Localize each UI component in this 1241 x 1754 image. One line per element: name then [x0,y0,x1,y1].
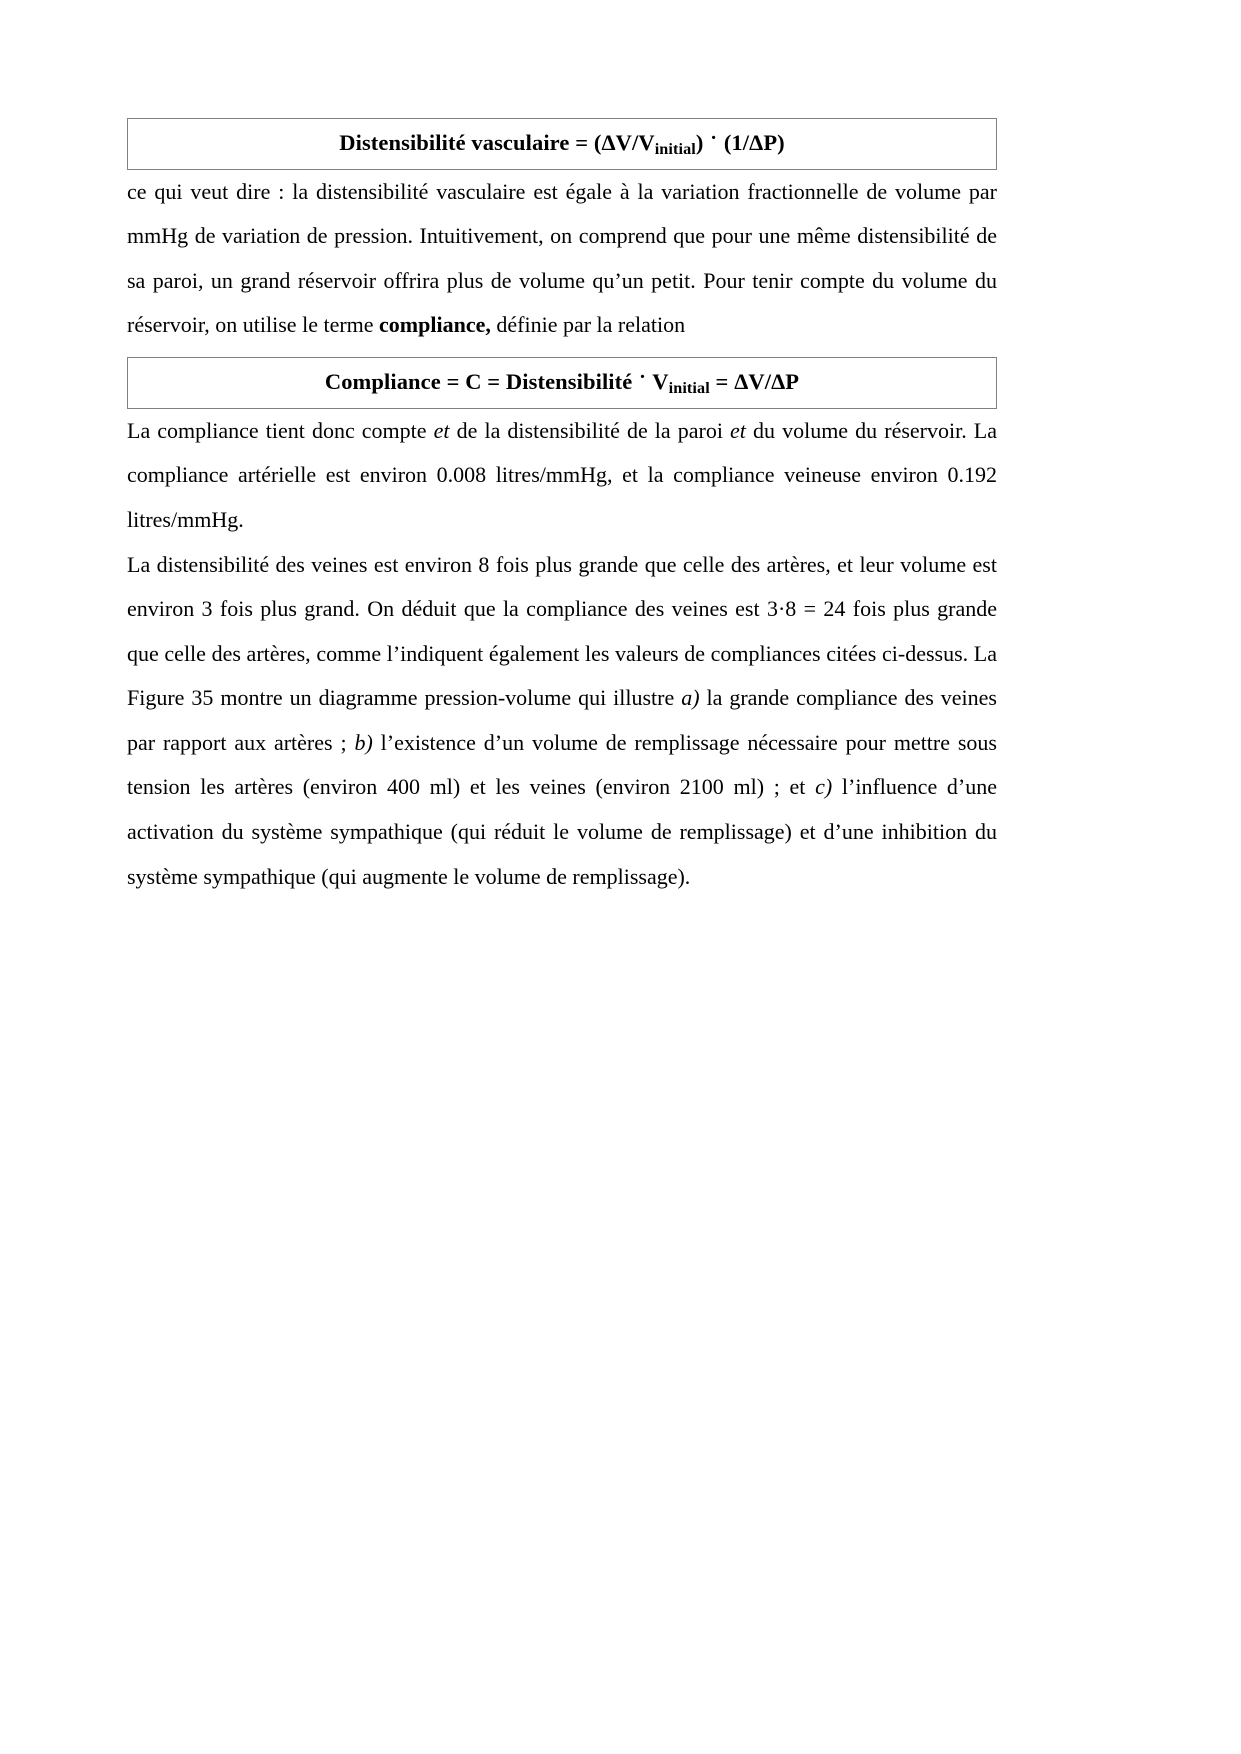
formula1-tail: (1/ΔP) [723,130,785,155]
paragraph-2-seg-3: du volume du réservoir. La compliance artérielle est environ 0.008 litres/mmHg, et la compliance veineuse environ 0.192 litres/mmHg. [127,417,997,532]
paragraph-compliance-values [127,409,997,543]
paragraph-3-seg-1: La distensibilité des veines est environ 8 fois plus grande que celle des artères, et leur volume est environ 3 fois plus grand. On déduit que la compliance des veines est 3·8 = 24 fois plus grande que celle des artères, comme l’indiquent également les valeurs de compliances citées ci-dessus. La Figure 35 montre un diagramme pression-volume qui illustre [127,551,997,711]
paragraph-1-text-end: définie par la relation [490,312,686,338]
formula1-middle-dot: · [710,126,718,149]
paragraph-3-italic-a: a) [681,685,700,711]
paragraph-veines-arteres [127,543,997,900]
formula1-dv-over-v: ΔV/V [601,130,655,155]
formula1-subscript-initial: initial [654,139,696,158]
formula1-close-paren: ) [695,130,704,155]
paragraph-definition [127,170,997,348]
page-content [127,118,997,899]
paragraph-1-text: ce qui veut dire : la distensibilité vasculaire est égale à la variation fractionnelle de volume par mmHg de variation de pression. Intuitivement, on comprend que pour une même distensibilité de sa paroi, un grand réservoir offrira plus de volume qu’un petit. Pour tenir compte du volume du réservoir, on utilise le terme [127,178,997,338]
paragraph-3-italic-b: b) [354,729,373,755]
formula2-lead: Compliance = C = Distensibilité [324,369,633,395]
formula2-tail: = ΔV/ΔP [715,369,800,395]
paragraph-3-seg-2: la grande compliance des veines par rapport aux artères ; [127,685,997,755]
paragraph-2-italic-2: et [730,417,746,443]
formula1-equals: = [575,130,589,155]
formula1-open-paren: ( [593,130,602,155]
paragraph-3-seg-3: l’existence d’un volume de remplissage nécessaire pour mettre sous tension les artères (environ 400 ml) et les veines (environ 2100 ml) ; et [127,729,997,800]
formula1-label: Distensibilité vasculaire [339,130,570,155]
formula-text-compliance [132,365,992,397]
paragraph-2-seg-1: La compliance tient donc compte [127,417,434,443]
paragraph-2-italic-1: et [433,417,450,443]
formula2-subscript-initial: initial [668,378,710,397]
formula-box-distensibilite [127,118,997,170]
formula-box-compliance [127,357,997,409]
formula2-v-symbol: V [652,369,669,395]
paragraph-3-italic-c: c) [815,774,833,800]
formula-text-distensibilite [132,126,992,158]
formula2-middle-dot: · [639,365,646,388]
paragraph-2-seg-2: de la distensibilité de la paroi [449,417,731,443]
paragraph-1-bold-term: compliance, [379,312,491,338]
paragraph-3-seg-4: l’influence d’une activation du système sympathique (qui réduit le volume de remplissage) et d’une inhibition du système sympathique (qui augmente le volume de remplissage). [127,774,997,889]
